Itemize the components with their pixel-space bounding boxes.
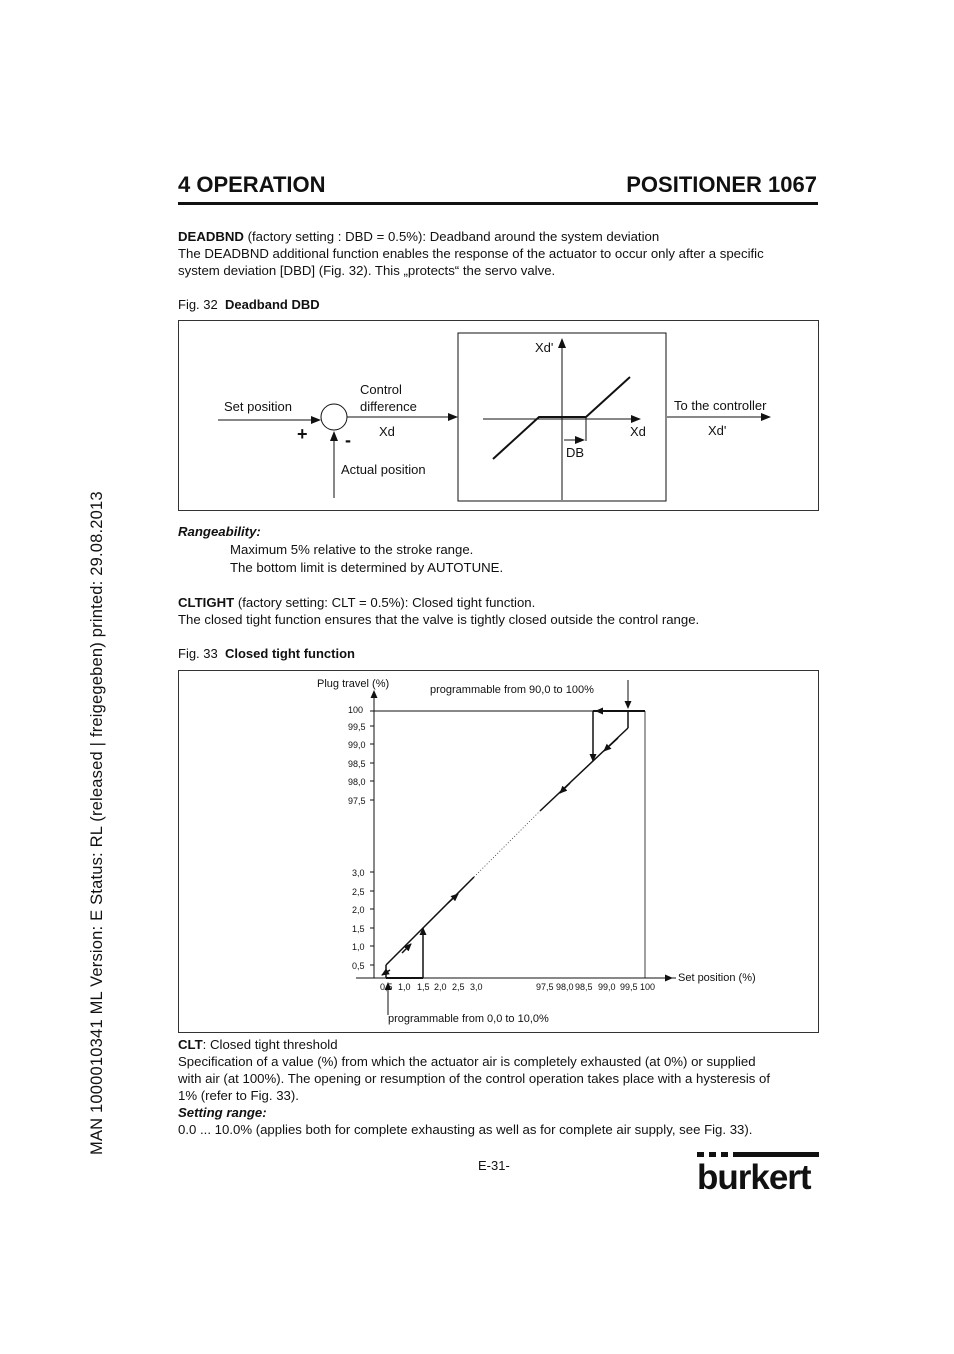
- fig32-number: Fig. 32: [178, 297, 218, 312]
- fig33-caption: [178, 646, 355, 661]
- lower-mid-arrow-b: [448, 894, 458, 903]
- cltight-paragraph: [178, 594, 818, 628]
- product-title: POSITIONER 1067: [626, 172, 817, 197]
- x-tick: 1,0: [398, 982, 411, 992]
- xd-input-label: Xd: [379, 424, 395, 439]
- x-tick: 97,5: [536, 982, 554, 992]
- difference-label: difference: [360, 399, 417, 414]
- fig33-diagram: [178, 670, 819, 1033]
- db-label: DB: [566, 445, 585, 460]
- cltight-line1: (factory setting: CLT = 0.5%): Closed tight function.: [234, 595, 536, 610]
- y-tick: 0,5: [352, 961, 365, 971]
- fig32-frame: [179, 321, 819, 511]
- sidebar-document-info: MAN 1000010341 ML Version: E Status: RL (released | freigegeben) printed: 29.08.2013: [88, 491, 106, 1155]
- fig32-diagram: [178, 320, 819, 511]
- clt-line4: 1% (refer to Fig. 33).: [178, 1088, 299, 1103]
- rangeability-title: Rangeability:: [178, 524, 261, 539]
- burkert-logo: [697, 1152, 819, 1199]
- x-axis-label: Xd: [630, 424, 646, 439]
- x-tick: 2,0: [434, 982, 447, 992]
- plus-sign: +: [297, 424, 308, 444]
- clt-line2: Specification of a value (%) from which the actuator air is completely exhausted (at 0%) or supplied: [178, 1054, 756, 1069]
- deadbnd-line2: The DEADBND additional function enables the response of the actuator to occur only after a specific: [178, 246, 764, 261]
- top-range-note: programmable from 90,0 to 100%: [430, 684, 594, 696]
- rangeability-line2: The bottom limit is determined by AUTOTUNE.: [230, 560, 504, 575]
- y-tick: 97,5: [348, 796, 366, 806]
- fig32-caption: [178, 297, 320, 312]
- setting-range-title: Setting range:: [178, 1105, 267, 1120]
- control-label: Control: [360, 382, 402, 397]
- actual-position-label: Actual position: [341, 462, 426, 477]
- cltight-term: CLTIGHT: [178, 595, 235, 610]
- y-tick: 1,5: [352, 924, 365, 934]
- y-tick-marks: [370, 711, 374, 965]
- clt-line1: : Closed tight threshold: [202, 1037, 338, 1052]
- y-tick: 2,0: [352, 905, 365, 915]
- logo-wordmark: burkert: [697, 1158, 811, 1194]
- xd-output-label: Xd': [708, 423, 727, 438]
- x-tick: 1,5: [417, 982, 430, 992]
- x-tick-labels: [380, 982, 655, 992]
- upper-back-arrow: [604, 738, 618, 751]
- minus-sign: -: [345, 430, 351, 450]
- page-number: E-31-: [478, 1158, 510, 1173]
- clt-line3: with air (at 100%). The opening or resumption of the control operation takes place with a hysteresis of: [178, 1071, 771, 1086]
- rangeability-line1: Maximum 5% relative to the stroke range.: [230, 542, 474, 557]
- x-tick: 99,0: [598, 982, 616, 992]
- x-tick: 98,0: [556, 982, 574, 992]
- y-tick: 100: [348, 705, 364, 715]
- summing-junction: [321, 404, 347, 430]
- fig33-title: Closed tight function: [224, 646, 355, 661]
- to-controller-label: To the controller: [674, 398, 767, 413]
- fig32-title: Deadband DBD: [224, 297, 320, 312]
- y-axis-label: Xd': [535, 340, 554, 355]
- deadbnd-paragraph: [178, 228, 818, 279]
- y-tick: 98,0: [348, 777, 366, 787]
- rangeability-block: [178, 523, 818, 576]
- x-tick: 0,5: [380, 982, 393, 992]
- fig33-number: Fig. 33: [178, 646, 218, 661]
- clt-term: CLT: [178, 1037, 203, 1052]
- y-tick: 98,5: [348, 759, 366, 769]
- deadbnd-line1: (factory setting : DBD = 0.5%): Deadband around the system deviation: [243, 229, 660, 244]
- setting-range-text: 0.0 ... 10.0% (applies both for complete exhausting as well as for complete air supply, see Fig. 33).: [178, 1122, 753, 1137]
- x-tick: 2,5: [452, 982, 465, 992]
- upper-mid-arrow: [560, 783, 570, 793]
- lower-curve: [386, 877, 474, 965]
- x-tick: 99,5: [620, 982, 638, 992]
- y-tick: 3,0: [352, 868, 365, 878]
- y-tick: 2,5: [352, 887, 365, 897]
- set-position-label: Set position: [224, 399, 292, 414]
- curve-dotted-middle: [474, 811, 540, 877]
- y-tick: 99,5: [348, 722, 366, 732]
- clt-paragraph: [178, 1036, 818, 1138]
- y-tick: 1,0: [352, 942, 365, 952]
- deadbnd-line3: system deviation [DBD] (Fig. 32). This „protects“ the servo valve.: [178, 263, 556, 278]
- bottom-range-note: programmable from 0,0 to 10,0%: [388, 1013, 549, 1025]
- x-tick: 3,0: [470, 982, 483, 992]
- y-tick-labels: [348, 705, 366, 971]
- cltight-line2: The closed tight function ensures that the valve is tightly closed outside the control range.: [178, 612, 700, 627]
- x-tick: 98,5: [575, 982, 593, 992]
- y-tick: 99,0: [348, 740, 366, 750]
- header-rule: [178, 202, 818, 205]
- deadbnd-term: DEADBND: [178, 229, 244, 244]
- x-tick: 100: [640, 982, 656, 992]
- set-position-label: Set position (%): [678, 972, 756, 984]
- plug-travel-label: Plug travel (%): [317, 678, 390, 690]
- section-title: 4 OPERATION: [178, 172, 326, 197]
